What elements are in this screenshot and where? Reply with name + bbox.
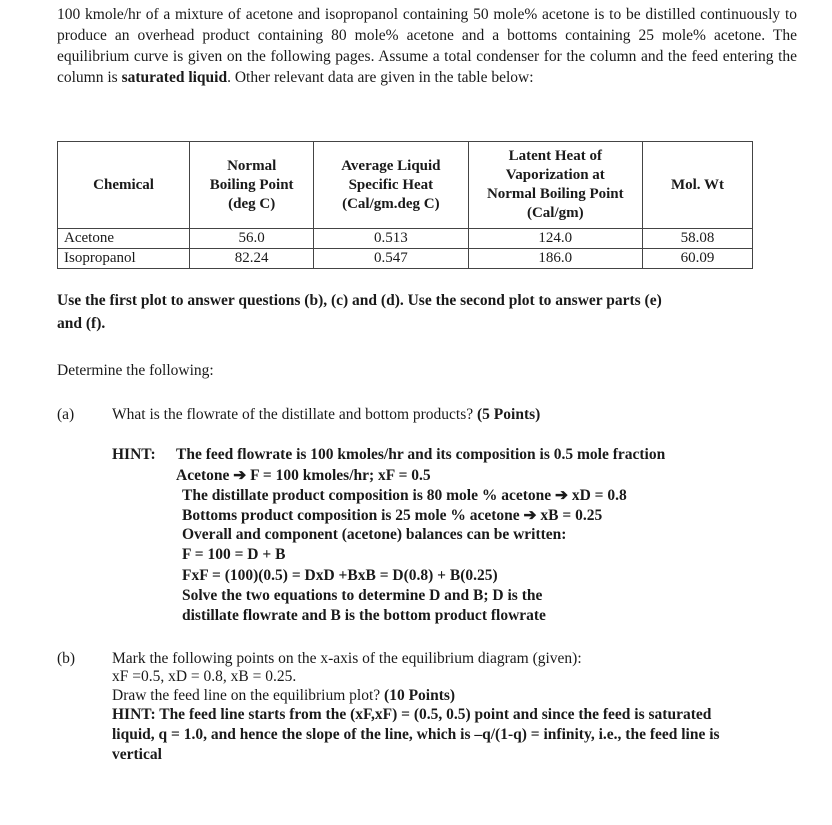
hint-line: liquid, q = 1.0, and hence the slope of the line, which is –q/(1-q) = infinity, i.e., the feed line is	[112, 726, 720, 743]
table-header: Mol. Wt	[643, 142, 753, 229]
table-cell: 124.0	[468, 229, 643, 249]
part-b-line-3	[112, 687, 455, 705]
determine-heading: Determine the following:	[57, 362, 214, 379]
hint-line: HINT: The feed line starts from the (xF,xF) = (0.5, 0.5) point and since the feed is saturated	[112, 706, 712, 723]
table-header: Latent Heat of Vaporization at Normal Boiling Point (Cal/gm)	[468, 142, 643, 229]
properties-table	[57, 141, 753, 269]
hint-line: distillate flowrate and B is the bottom product flowrate	[182, 607, 546, 624]
part-a-question-text: What is the flowrate of the distillate and bottom products?	[112, 406, 474, 423]
part-b-line-2: xF =0.5, xD = 0.8, xB = 0.25.	[112, 668, 297, 685]
instruction-line-1: Use the first plot to answer questions (b), (c) and (d). Use the second plot to answer parts (e)	[57, 292, 662, 309]
hint-line: Acetone ➔ F = 100 kmoles/hr; xF = 0.5	[176, 467, 431, 484]
hint-line: The distillate product composition is 80 mole % acetone ➔ xD = 0.8	[182, 487, 627, 504]
table-row	[58, 249, 753, 269]
intro-text-end: . Other relevant data are given in the table below:	[227, 69, 534, 86]
table-cell: 60.09	[643, 249, 753, 269]
part-a-question	[112, 406, 540, 424]
hint-line: vertical	[112, 746, 162, 763]
intro-bold-text: saturated liquid	[121, 69, 228, 86]
table-header: Average Liquid Specific Heat (Cal/gm.deg C)	[314, 142, 468, 229]
part-a-points: (5 Points)	[477, 406, 541, 423]
part-a-hint-label: HINT:	[112, 446, 156, 463]
part-b-line-3-text: Draw the feed line on the equilibrium plot?	[112, 687, 381, 704]
table-cell: 186.0	[468, 249, 643, 269]
table-cell: 0.547	[314, 249, 468, 269]
problem-statement	[57, 4, 797, 88]
hint-line: Bottoms product composition is 25 mole % acetone ➔ xB = 0.25	[182, 507, 603, 524]
hint-line: The feed flowrate is 100 kmoles/hr and its composition is 0.5 mole fraction	[176, 446, 666, 463]
hint-line: Overall and component (acetone) balances can be written:	[182, 526, 567, 543]
table-row	[58, 229, 753, 249]
table-header: Normal Boiling Point (deg C)	[190, 142, 314, 229]
table-cell: 82.24	[190, 249, 314, 269]
table-cell: 56.0	[190, 229, 314, 249]
table-cell: 58.08	[643, 229, 753, 249]
table-header: Chemical	[58, 142, 190, 229]
table-header-row	[58, 142, 753, 229]
part-a-label: (a)	[57, 406, 75, 423]
part-b-points: (10 Points)	[384, 687, 456, 704]
table-cell: Isopropanol	[58, 249, 190, 269]
intro-text: 100 kmole/hr of a mixture of acetone and isopropanol containing 50 mole% acetone is to be distilled continuously to produce an overhead product containing 80 mole% acetone and a bottoms containing 25 mole% acetone. The equilibrium curve is given on the following pages. Assume a total condenser for the column and the feed entering the column is	[57, 6, 797, 86]
table-cell: 0.513	[314, 229, 468, 249]
table-cell: Acetone	[58, 229, 190, 249]
hint-line: Solve the two equations to determine D and B; D is the	[182, 587, 543, 604]
hint-line: F = 100 = D + B	[182, 546, 286, 563]
instruction-line-2: and (f).	[57, 315, 106, 332]
hint-line: FxF = (100)(0.5) = DxD +BxB = D(0.8) + B(0.25)	[182, 567, 498, 584]
part-b-label: (b)	[57, 650, 76, 667]
part-b-line-1: Mark the following points on the x-axis of the equilibrium diagram (given):	[112, 650, 582, 667]
